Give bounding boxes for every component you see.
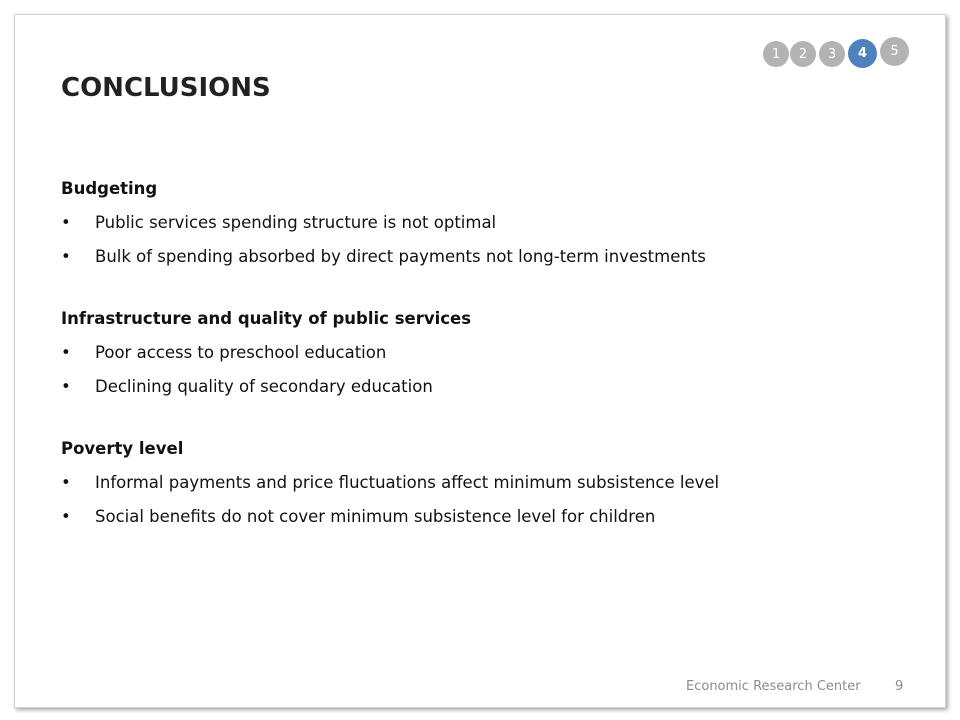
bullet-text: Declining quality of secondary education: [95, 377, 433, 396]
bullet-item: [61, 212, 921, 246]
slide-content: [61, 178, 921, 568]
bullet-icon: •: [61, 377, 71, 396]
slide-title: CONCLUSIONS: [61, 73, 271, 103]
footer-organization: Economic Research Center: [686, 679, 861, 694]
bullet-text: Social benefits do not cover minimum subsistence level for children: [95, 507, 656, 526]
section-heading: Budgeting: [61, 179, 158, 198]
bullet-icon: •: [61, 473, 71, 492]
bullet-icon: •: [61, 247, 71, 266]
bullet-item: [61, 506, 921, 540]
bullet-icon: •: [61, 343, 71, 362]
bullet-text: Poor access to preschool education: [95, 343, 387, 362]
bullet-item: [61, 472, 921, 506]
nav-item-5[interactable]: 5: [880, 37, 909, 66]
bullet-text: Informal payments and price fluctuations affect minimum subsistence level: [95, 473, 720, 492]
bullet-icon: •: [61, 507, 71, 526]
section-heading: Poverty level: [61, 439, 184, 458]
bullet-item: [61, 342, 921, 376]
nav-item-3[interactable]: 3: [819, 41, 845, 67]
bullet-text: Public services spending structure is not optimal: [95, 213, 497, 232]
bullet-item: [61, 376, 921, 410]
slide: [14, 14, 946, 708]
section-heading: Infrastructure and quality of public services: [61, 309, 472, 328]
nav-item-4-active[interactable]: 4: [848, 39, 877, 68]
nav-item-2[interactable]: 2: [790, 41, 816, 67]
section-infrastructure: [61, 308, 921, 410]
bullet-text: Bulk of spending absorbed by direct payments not long-term investments: [95, 247, 706, 266]
section-budgeting: [61, 178, 921, 280]
section-poverty: [61, 438, 921, 540]
bullet-icon: •: [61, 213, 71, 232]
nav-item-1[interactable]: 1: [763, 41, 789, 67]
page-number: 9: [895, 679, 904, 694]
bullet-item: [61, 246, 921, 280]
